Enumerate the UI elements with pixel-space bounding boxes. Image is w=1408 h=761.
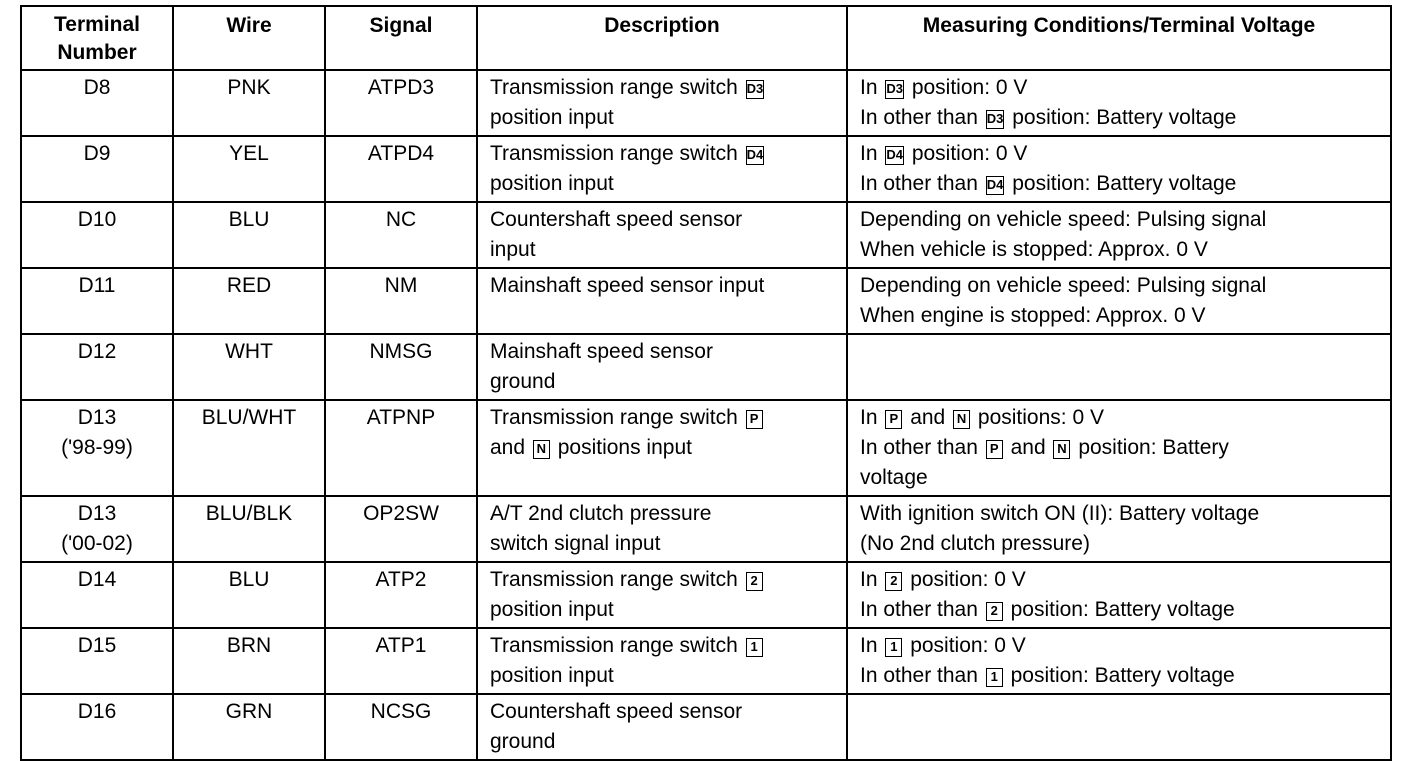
cell-signal: NCSG: [325, 694, 477, 760]
position-symbol-icon: N: [533, 440, 550, 459]
terminal-table: [20, 5, 1392, 761]
cell-description: [477, 628, 847, 694]
condition-line: voltage: [860, 466, 928, 489]
cell-terminal: D10: [21, 202, 173, 268]
cell-terminal: D15: [21, 628, 173, 694]
position-symbol-icon: 2: [885, 572, 902, 591]
position-symbol-icon: D3: [746, 80, 765, 99]
cell-signal: ATPNP: [325, 400, 477, 496]
table-row: [21, 400, 1391, 496]
condition-line: In other than D3 position: Battery voltage: [860, 106, 1237, 129]
table-row: [21, 268, 1391, 334]
cell-terminal: D9: [21, 136, 173, 202]
cell-wire: WHT: [173, 334, 325, 400]
cell-conditions: [847, 562, 1391, 628]
position-symbol-icon: 1: [746, 638, 763, 657]
description-line: Mainshaft speed sensor input: [490, 274, 765, 297]
cell-terminal: D13 ('00-02): [21, 496, 173, 562]
description-line: position input: [490, 106, 614, 129]
cell-conditions: [847, 70, 1391, 136]
position-symbol-icon: N: [953, 410, 970, 429]
description-line: input: [490, 238, 536, 261]
condition-line: In D4 position: 0 V: [860, 142, 1028, 165]
condition-line: With ignition switch ON (II): Battery voltage: [860, 502, 1260, 525]
cell-signal: NM: [325, 268, 477, 334]
header-description: Description: [477, 6, 847, 70]
cell-wire: BLU/BLK: [173, 496, 325, 562]
description-line: Transmission range switch D4: [490, 142, 764, 165]
condition-line: In other than D4 position: Battery voltage: [860, 172, 1237, 195]
position-symbol-icon: D3: [986, 110, 1005, 129]
description-line: Transmission range switch 1: [490, 631, 840, 661]
condition-line: In D3 position: 0 V: [860, 76, 1028, 99]
cell-conditions: [847, 628, 1391, 694]
cell-description: [477, 694, 847, 760]
cell-conditions: [847, 334, 1391, 400]
position-symbol-icon: P: [986, 440, 1003, 459]
description-line: switch signal input: [490, 532, 661, 555]
description-line: Mainshaft speed sensor: [490, 340, 713, 363]
position-symbol-icon: P: [746, 410, 763, 429]
cell-terminal: D8: [21, 70, 173, 136]
cell-signal: NMSG: [325, 334, 477, 400]
description-line: Countershaft speed sensor: [490, 700, 743, 723]
cell-description: [477, 400, 847, 496]
cell-conditions: [847, 694, 1391, 760]
position-symbol-icon: 1: [885, 638, 902, 657]
description-line: position input: [490, 598, 614, 621]
cell-wire: BRN: [173, 628, 325, 694]
position-symbol-icon: D3: [885, 80, 904, 99]
cell-description: [477, 202, 847, 268]
cell-description: [477, 268, 847, 334]
cell-wire: GRN: [173, 694, 325, 760]
table-row: [21, 202, 1391, 268]
position-symbol-icon: 1: [986, 668, 1003, 687]
cell-signal: ATP2: [325, 562, 477, 628]
description-line: position input: [490, 172, 614, 195]
table-row: [21, 628, 1391, 694]
position-symbol-icon: D4: [885, 146, 904, 165]
cell-description: [477, 496, 847, 562]
table-row: [21, 334, 1391, 400]
condition-line: (No 2nd clutch pressure): [860, 532, 1090, 555]
cell-wire: PNK: [173, 70, 325, 136]
cell-terminal: D13 ('98-99): [21, 400, 173, 496]
condition-line: Depending on vehicle speed: Pulsing signal: [860, 208, 1267, 231]
cell-description: [477, 562, 847, 628]
position-symbol-icon: D4: [986, 176, 1005, 195]
cell-signal: NC: [325, 202, 477, 268]
description-line: A/T 2nd clutch pressure: [490, 502, 712, 525]
condition-line: In 1 position: 0 V: [860, 634, 1026, 657]
position-symbol-icon: P: [885, 410, 902, 429]
cell-description: [477, 334, 847, 400]
description-line: position input: [490, 664, 614, 687]
header-terminal-number: Terminal Number: [21, 6, 173, 70]
cell-wire: BLU: [173, 202, 325, 268]
table-row: [21, 496, 1391, 562]
terminal-year-note: ('98-99): [61, 436, 133, 459]
header-conditions: Measuring Conditions/Terminal Voltage: [847, 6, 1391, 70]
description-line: Transmission range switch P: [490, 403, 840, 433]
condition-line: In other than 2 position: Battery voltage: [860, 598, 1235, 621]
cell-wire: RED: [173, 268, 325, 334]
cell-signal: OP2SW: [325, 496, 477, 562]
description-line: Transmission range switch D3: [490, 76, 764, 99]
table-row: [21, 136, 1391, 202]
condition-line: Depending on vehicle speed: Pulsing signal: [860, 274, 1267, 297]
description-line: Countershaft speed sensor: [490, 208, 743, 231]
cell-description: [477, 136, 847, 202]
condition-line: In other than P and N position: Battery: [860, 436, 1229, 459]
terminal-table-wrapper: [20, 5, 1390, 753]
cell-description: [477, 70, 847, 136]
position-symbol-icon: 2: [746, 572, 763, 591]
cell-conditions: [847, 400, 1391, 496]
cell-conditions: [847, 136, 1391, 202]
cell-terminal: D12: [21, 334, 173, 400]
position-symbol-icon: D4: [746, 146, 765, 165]
cell-conditions: [847, 268, 1391, 334]
condition-line: In other than 1 position: Battery voltage: [860, 664, 1235, 687]
cell-terminal: D14: [21, 562, 173, 628]
cell-signal: ATPD4: [325, 136, 477, 202]
position-symbol-icon: N: [1053, 440, 1070, 459]
condition-line: When engine is stopped: Approx. 0 V: [860, 304, 1206, 327]
description-line: and N positions input: [490, 436, 692, 459]
description-line: ground: [490, 730, 556, 753]
header-row: [21, 6, 1391, 70]
description-line: ground: [490, 370, 556, 393]
position-symbol-icon: 2: [986, 602, 1003, 621]
cell-terminal: D11: [21, 268, 173, 334]
table-row: [21, 694, 1391, 760]
condition-line: When vehicle is stopped: Approx. 0 V: [860, 238, 1208, 261]
header-signal: Signal: [325, 6, 477, 70]
terminal-year-note: ('00-02): [61, 532, 133, 555]
table-row: [21, 562, 1391, 628]
cell-conditions: [847, 202, 1391, 268]
condition-line: In P and N positions: 0 V: [860, 406, 1104, 429]
cell-wire: BLU/WHT: [173, 400, 325, 496]
cell-signal: ATP1: [325, 628, 477, 694]
cell-wire: BLU: [173, 562, 325, 628]
condition-line: In 2 position: 0 V: [860, 568, 1026, 591]
cell-wire: YEL: [173, 136, 325, 202]
cell-terminal: D16: [21, 694, 173, 760]
description-line: Transmission range switch 2: [490, 565, 840, 595]
table-row: [21, 70, 1391, 136]
cell-conditions: [847, 496, 1391, 562]
cell-signal: ATPD3: [325, 70, 477, 136]
header-wire: Wire: [173, 6, 325, 70]
